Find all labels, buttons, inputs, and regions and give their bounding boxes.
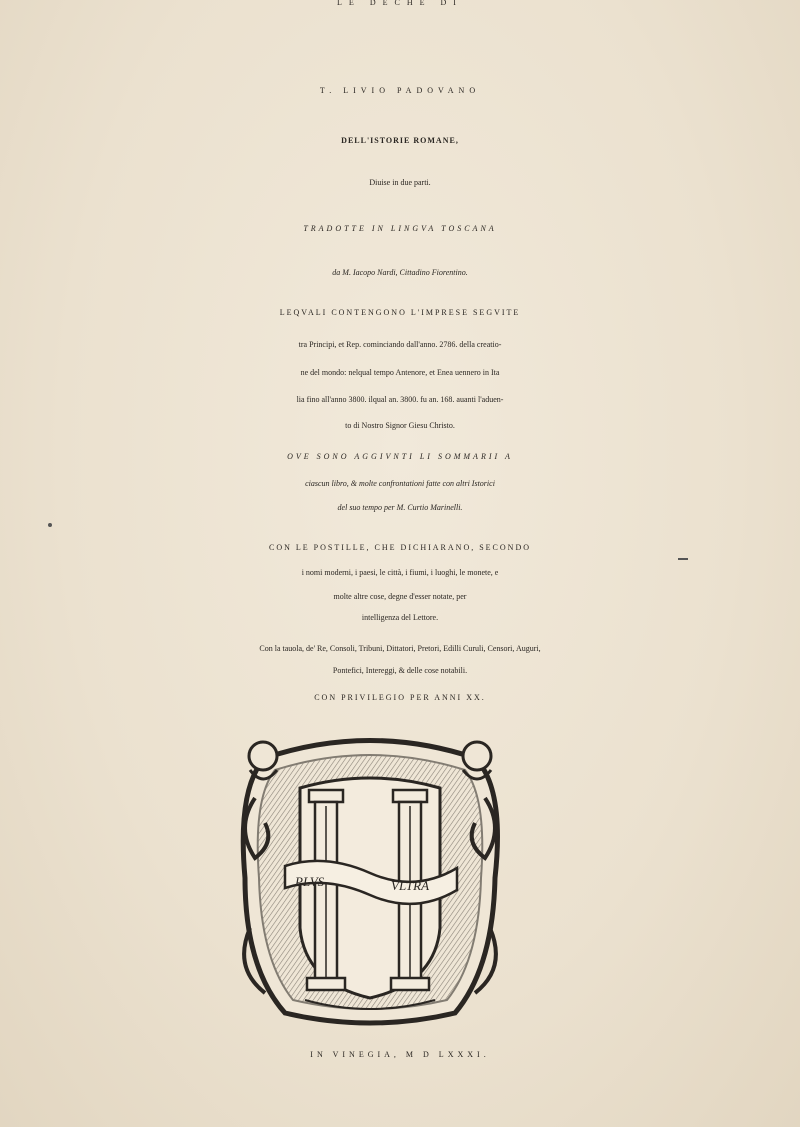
summaries-text-line: ciascun libro, & molte confrontationi fatte con altri Istorici [305,479,495,488]
imprint-line: IN VINEGIA, M D LXXXI. [310,1050,490,1059]
title-subject: DELL'ISTORIE ROMANE, [341,136,459,145]
title-division: Diuise in due parti. [369,178,431,187]
contents-text-line: tra Principi, et Rep. cominciando dall'anno. 2786. della creatio- [298,340,502,349]
title-author: T. LIVIO PADOVANO [319,86,481,95]
postille-text-line: intelligenza del Lettore. [361,613,439,622]
ink-mark [678,558,688,560]
title-main: LE DECHE DI [337,0,463,7]
right-figure-head [463,742,491,770]
ink-dot [48,523,52,527]
translation-heading: TRADOTTE IN LINGVA TOSCANA [303,224,497,233]
printer-device-woodcut [225,728,515,1028]
postille-heading: CON LE POSTILLE, CHE DICHIARANO, SECONDO [269,543,531,552]
postille-text-line: molte altre cose, degne d'esser notate, per [333,592,467,601]
summaries-heading: OVE SONO AGGIVNTI LI SOMMARII A [287,452,513,461]
contents-text-line: to di Nostro Signor Giesu Christo. [345,421,455,430]
privilege-line: CON PRIVILEGIO PER ANNI XX. [314,693,486,702]
contents-heading: LEQVALI CONTENGONO L'IMPRESE SEGVITE [279,308,521,317]
tavola-line: Con la tauola, de' Re, Consoli, Tribuni, Dittatori, Pretori, Edilli Curuli, Censori, Auguri, [259,644,541,653]
contents-text-line: ne del mondo: nelqual tempo Antenore, et Enea uennero in Ita [300,368,500,377]
summaries-text-line: del suo tempo per M. Curtio Marinelli. [337,503,463,512]
left-figure-head [249,742,277,770]
motto-left: PLVS [295,874,325,889]
motto-right: VLTRA [391,878,430,893]
tavola-line: Pontefici, Intereggi, & delle cose notabili. [332,666,468,675]
contents-text-line: lia fino all'anno 3800. ilqual an. 3800. fu an. 168. auanti l'aduen- [296,395,504,404]
translator-line: da M. Iacopo Nardi, Cittadino Fiorentino. [332,268,468,277]
postille-text-line: i nomi moderni, i paesi, le città, i fiumi, i luoghi, le monete, e [301,568,499,577]
